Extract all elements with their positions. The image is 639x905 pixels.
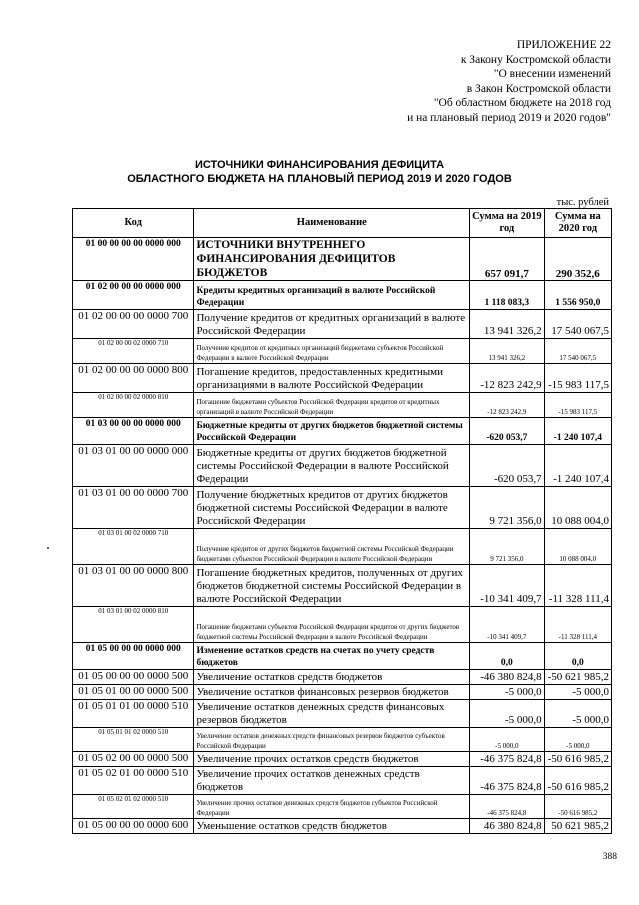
row-sum-2019: 0,0 xyxy=(470,643,545,670)
row-sum-2019: -12 823 242,9 xyxy=(470,393,545,418)
table-row xyxy=(73,418,612,445)
row-code: 01 03 01 00 00 0000 800 xyxy=(73,565,194,607)
table-row xyxy=(73,728,612,752)
row-name: Получение кредитов от кредитных организаций бюджетами субъектов Российской Федерации в валюте Российской Федерации xyxy=(194,339,470,364)
appendix-header xyxy=(407,38,611,125)
document-title-line: ИСТОЧНИКИ ФИНАНСИРОВАНИЯ ДЕФИЦИТА xyxy=(194,159,445,171)
row-code: 01 00 00 00 00 0000 000 xyxy=(73,238,194,281)
row-name: Увеличение прочих остатков средств бюджетов xyxy=(194,752,470,767)
row-name: Получение бюджетных кредитов от других бюджетов бюджетной системы Российской Федерации в валюте Российской Федерации xyxy=(194,487,470,529)
row-sum-2020: -11 328 111,4 xyxy=(544,565,611,607)
row-sum-2019: -620 053,7 xyxy=(470,445,545,487)
table-row xyxy=(73,670,612,685)
row-code: 01 05 02 01 00 0000 510 xyxy=(73,767,194,795)
row-code: 01 03 01 00 00 0000 700 xyxy=(73,487,194,529)
row-sum-2019: -10 341 409,7 xyxy=(470,565,545,607)
row-sum-2019: 13 941 326,2 xyxy=(470,310,545,339)
row-sum-2020: -50 616 985,2 xyxy=(544,767,611,795)
row-name: Бюджетные кредиты от других бюджетов бюджетной системы Российской Федерации в валюте Российской Федерации xyxy=(194,445,470,487)
header-name: Наименование xyxy=(194,209,470,238)
header-code: Код xyxy=(73,209,194,238)
table-row xyxy=(73,565,612,607)
table-row xyxy=(73,281,612,310)
row-sum-2019: 46 380 824,8 xyxy=(470,819,545,834)
row-sum-2019: -46 380 824,8 xyxy=(470,670,545,685)
appendix-line: ПРИЛОЖЕНИЕ 22 xyxy=(516,39,611,51)
row-sum-2019: 657 091,7 xyxy=(470,238,545,281)
table-row xyxy=(73,445,612,487)
table-row xyxy=(73,700,612,728)
row-sum-2020: 290 352,6 xyxy=(544,238,611,281)
table-row xyxy=(73,607,612,643)
row-code: 01 05 00 00 00 0000 000 xyxy=(73,643,194,670)
row-sum-2019: -46 375 824,8 xyxy=(470,767,545,795)
table-row xyxy=(73,393,612,418)
header-sum-2020: Сумма на 2020 год xyxy=(544,209,611,238)
row-code: 01 05 02 00 00 0000 500 xyxy=(73,752,194,767)
row-sum-2019: -46 375 824,8 xyxy=(470,752,545,767)
row-sum-2020: -5 000,0 xyxy=(544,728,611,752)
row-code: 01 05 01 00 00 0000 500 xyxy=(73,685,194,700)
row-name: Погашение бюджетных кредитов, полученных от других бюджетов бюджетной системы Российской Федерации в валюте Российской Федерации xyxy=(194,565,470,607)
row-code: 01 05 00 00 00 0000 600 xyxy=(73,819,194,834)
row-sum-2019: 9 721 356,0 xyxy=(470,487,545,529)
row-name: Погашение бюджетами субъектов Российской Федерации кредитов от кредитных организаций в валюте Российской Федерации xyxy=(194,393,470,418)
row-sum-2019: -5 000,0 xyxy=(470,685,545,700)
row-code: 01 05 02 01 02 0000 510 xyxy=(73,795,194,819)
appendix-line: и на плановый период 2019 и 2020 годов" xyxy=(407,111,611,124)
row-sum-2019: 9 721 356,0 xyxy=(470,529,545,565)
table-row xyxy=(73,238,612,281)
row-sum-2019: 1 118 083,3 xyxy=(470,281,545,310)
row-code: 01 02 00 00 02 0000 810 xyxy=(73,393,194,418)
table-row xyxy=(73,310,612,339)
row-name: ИСТОЧНИКИ ВНУТРЕННЕГО ФИНАНСИРОВАНИЯ ДЕФИЦИТОВ БЮДЖЕТОВ xyxy=(194,238,470,281)
row-sum-2019: -12 823 242,9 xyxy=(470,364,545,393)
row-name: Увеличение остатков денежных средств финансовых резервов бюджетов xyxy=(194,700,470,728)
row-code: 01 03 01 00 02 0000 710 xyxy=(73,529,194,565)
row-name: Увеличение остатков денежных средств финансовых резервов бюджетов субъектов Российской Федерации xyxy=(194,728,470,752)
row-sum-2020: -11 328 111,4 xyxy=(544,607,611,643)
row-sum-2019: -46 375 824,8 xyxy=(470,795,545,819)
row-sum-2020: 17 540 067,5 xyxy=(544,310,611,339)
appendix-line: в Закон Костромской области xyxy=(466,82,611,95)
table-row xyxy=(73,364,612,393)
row-sum-2020: 50 621 985,2 xyxy=(544,819,611,834)
row-sum-2019: -5 000,0 xyxy=(470,728,545,752)
row-name: Увеличение остатков средств бюджетов xyxy=(194,670,470,685)
row-code: 01 05 01 01 02 0000 510 xyxy=(73,728,194,752)
row-sum-2020: -1 240 107,4 xyxy=(544,445,611,487)
row-code: 01 03 00 00 00 0000 000 xyxy=(73,418,194,445)
row-sum-2020: 10 088 004,0 xyxy=(544,529,611,565)
row-code: 01 02 00 00 00 0000 800 xyxy=(73,364,194,393)
table-row xyxy=(73,767,612,795)
unit-label: тыс. рублей xyxy=(556,197,609,208)
header-sum-2019: Сумма на 2019 год xyxy=(470,209,545,238)
table-row xyxy=(73,795,612,819)
row-name: Получение кредитов от других бюджетов бюджетной системы Российской Федерации бюджетами субъектов Российской Федерации в валюте Российской Федерации xyxy=(194,529,470,565)
appendix-line: "Об областном бюджете на 2018 год xyxy=(433,97,611,109)
row-code: 01 03 01 00 00 0000 000 xyxy=(73,445,194,487)
row-sum-2020: -15 983 117,5 xyxy=(544,393,611,418)
row-name: Погашение бюджетами субъектов Российской Федерации кредитов от других бюджетов бюджетной системы Российской Федерации в валюте Российской Федерации xyxy=(194,607,470,643)
appendix-line: "О внесении изменений xyxy=(493,68,611,80)
row-name: Уменьшение остатков средств бюджетов xyxy=(194,819,470,834)
row-sum-2020: -15 983 117,5 xyxy=(544,364,611,393)
row-sum-2019: 13 941 326,2 xyxy=(470,339,545,364)
row-sum-2020: -50 616 985,2 xyxy=(544,795,611,819)
row-sum-2020: 10 088 004,0 xyxy=(544,487,611,529)
row-code: 01 02 00 00 00 0000 700 xyxy=(73,310,194,339)
row-sum-2020: 17 540 067,5 xyxy=(544,339,611,364)
row-sum-2020: -5 000,0 xyxy=(544,685,611,700)
table-row xyxy=(73,529,612,565)
table-row xyxy=(73,685,612,700)
page-number: 388 xyxy=(602,852,617,862)
row-name: Бюджетные кредиты от других бюджетов бюджетной системы Российской Федерации xyxy=(194,418,470,445)
row-name: Увеличение прочих остатков денежных средств бюджетов субъектов Российской Федерации xyxy=(194,795,470,819)
row-code: 01 05 00 00 00 0000 500 xyxy=(73,670,194,685)
document-title xyxy=(0,158,639,186)
row-name: Кредиты кредитных организаций в валюте Российской Федерации xyxy=(194,281,470,310)
row-code: 01 02 00 00 00 0000 000 xyxy=(73,281,194,310)
row-sum-2019: -10 341 409,7 xyxy=(470,607,545,643)
row-sum-2020: -50 616 985,2 xyxy=(544,752,611,767)
row-code: 01 03 01 00 02 0000 810 xyxy=(73,607,194,643)
row-name: Увеличение остатков финансовых резервов бюджетов xyxy=(194,685,470,700)
row-sum-2020: 1 556 950,0 xyxy=(544,281,611,310)
scan-speck xyxy=(47,547,49,549)
row-name: Изменение остатков средств на счетах по учету средств бюджетов xyxy=(194,643,470,670)
table-row xyxy=(73,339,612,364)
appendix-line: к Закону Костромской области xyxy=(460,53,611,66)
document-title-line: ОБЛАСТНОГО БЮДЖЕТА НА ПЛАНОВЫЙ ПЕРИОД 2019 И 2020 ГОДОВ xyxy=(127,173,512,185)
row-name: Увеличение прочих остатков денежных средств бюджетов xyxy=(194,767,470,795)
row-name: Получение кредитов от кредитных организаций в валюте Российской Федерации xyxy=(194,310,470,339)
table-row xyxy=(73,819,612,834)
table-row xyxy=(73,643,612,670)
row-sum-2020: -50 621 985,2 xyxy=(544,670,611,685)
table-row xyxy=(73,752,612,767)
row-code: 01 02 00 00 02 0000 710 xyxy=(73,339,194,364)
table-row xyxy=(73,487,612,529)
row-sum-2020: -1 240 107,4 xyxy=(544,418,611,445)
row-name: Погашение кредитов, предоставленных кредитными организациями в валюте Российской Федерации xyxy=(194,364,470,393)
budget-table xyxy=(72,208,612,834)
row-code: 01 05 01 01 00 0000 510 xyxy=(73,700,194,728)
row-sum-2019: -5 000,0 xyxy=(470,700,545,728)
row-sum-2020: 0,0 xyxy=(544,643,611,670)
row-sum-2020: -5 000,0 xyxy=(544,700,611,728)
row-sum-2019: -620 053,7 xyxy=(470,418,545,445)
